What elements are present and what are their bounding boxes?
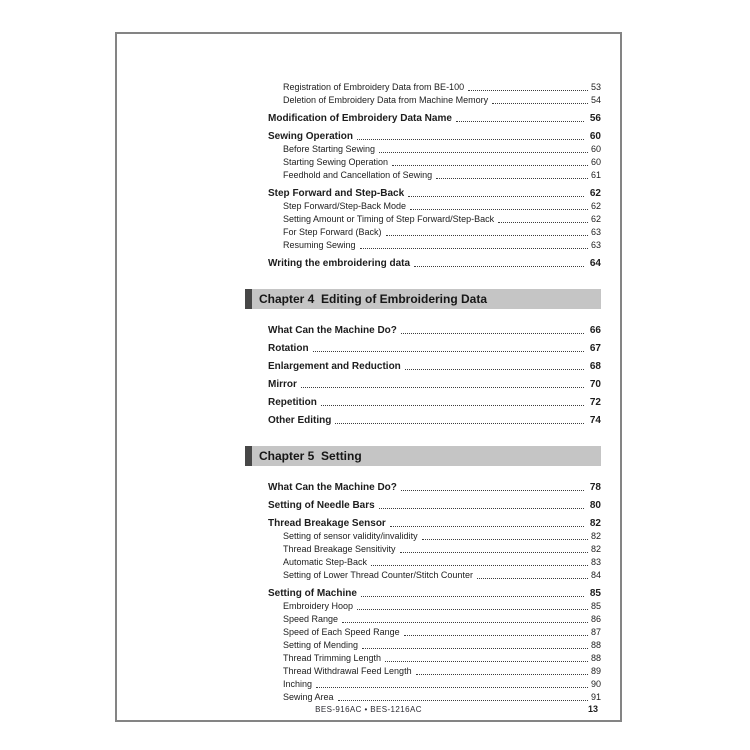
- toc-entry-label: For Step Forward (Back): [283, 227, 382, 238]
- toc-entry-page-number: 62: [590, 201, 601, 212]
- toc-entry-label: Inching: [283, 679, 313, 690]
- dot-leader: [385, 661, 588, 662]
- toc-entry-label: Setting of Needle Bars: [268, 500, 375, 511]
- toc-entry-page-number: 74: [589, 415, 601, 426]
- toc-entry-page-number: 66: [589, 325, 601, 336]
- dot-leader: [360, 248, 588, 249]
- toc-entry-page-number: 64: [589, 258, 601, 269]
- toc-entry-page-number: 60: [590, 144, 601, 155]
- toc-entry-label: Writing the embroidering data: [268, 258, 411, 269]
- toc-entry-label: Step Forward/Step-Back Mode: [283, 201, 407, 212]
- chapter-title: Chapter 5 Setting: [259, 449, 362, 463]
- toc-entry-page-number: 78: [589, 482, 601, 493]
- dot-leader: [386, 235, 588, 236]
- toc-entry-page-number: 63: [590, 227, 601, 238]
- toc-entry-label: Thread Breakage Sensitivity: [283, 544, 396, 555]
- toc-entry-page-number: 68: [589, 361, 601, 372]
- toc-entry[interactable]: [283, 93, 601, 106]
- dot-leader: [392, 165, 588, 166]
- toc-entry-label: Registration of Embroidery Data from BE-100: [283, 82, 465, 93]
- toc-entry-label: Repetition: [268, 397, 317, 408]
- toc-entry-page-number: 63: [590, 240, 601, 251]
- toc-entry-page-number: 91: [590, 692, 601, 703]
- toc-entry-label: Deletion of Embroidery Data from Machine Memory: [283, 95, 489, 106]
- toc-entry-label: What Can the Machine Do?: [268, 482, 397, 493]
- toc-entry-page-number: 83: [590, 557, 601, 568]
- dot-leader: [456, 121, 584, 122]
- toc-entry[interactable]: [283, 599, 601, 612]
- dot-leader: [477, 578, 588, 579]
- toc-entry-label: Thread Withdrawal Feed Length: [283, 666, 412, 677]
- dot-leader: [379, 152, 588, 153]
- toc-entry-label: Modification of Embroidery Data Name: [268, 113, 452, 124]
- toc-entry-label: Sewing Area: [283, 692, 334, 703]
- toc-entry[interactable]: [268, 581, 601, 599]
- dot-leader: [357, 139, 584, 140]
- dot-leader: [338, 700, 588, 701]
- toc-entry-label: Starting Sewing Operation: [283, 157, 389, 168]
- toc-entry[interactable]: [283, 80, 601, 93]
- dot-leader: [422, 539, 588, 540]
- dot-leader: [379, 508, 584, 509]
- toc-entry-label: Before Starting Sewing: [283, 144, 376, 155]
- dot-leader: [301, 387, 584, 388]
- toc-entry-page-number: 60: [589, 131, 601, 142]
- toc-entry-page-number: 82: [589, 518, 601, 529]
- dot-leader: [362, 648, 588, 649]
- dot-leader: [313, 351, 584, 352]
- dot-leader: [498, 222, 588, 223]
- toc-entry[interactable]: [283, 651, 601, 664]
- dot-leader: [405, 369, 584, 370]
- toc-entry[interactable]: [283, 142, 601, 155]
- toc-entry[interactable]: [268, 251, 601, 269]
- manual-page: [115, 32, 622, 722]
- toc-entry-page-number: 87: [590, 627, 601, 638]
- dot-leader: [361, 596, 584, 597]
- footer-model-label: BES-916AC • BES-1216AC: [315, 705, 422, 714]
- toc-entry[interactable]: [268, 475, 601, 493]
- dot-leader: [390, 526, 584, 527]
- toc-entry-label: Speed Range: [283, 614, 339, 625]
- toc-entry-label: Thread Trimming Length: [283, 653, 382, 664]
- toc-entry-label: Step Forward and Step-Back: [268, 188, 405, 199]
- dot-leader: [401, 333, 584, 334]
- toc-entry-label: Mirror: [268, 379, 297, 390]
- toc-entry-label: Setting Amount or Timing of Step Forward/Step-Back: [283, 214, 495, 225]
- dot-leader: [357, 609, 588, 610]
- toc-entry-page-number: 82: [590, 531, 601, 542]
- toc-entry-page-number: 88: [590, 653, 601, 664]
- dot-leader: [414, 266, 584, 267]
- toc-entry[interactable]: [283, 238, 601, 251]
- toc-entry-label: Feedhold and Cancellation of Sewing: [283, 170, 433, 181]
- toc-entry[interactable]: [268, 390, 601, 408]
- toc-entry[interactable]: [283, 568, 601, 581]
- dot-leader: [492, 103, 588, 104]
- chapter-bar-notch: [245, 446, 252, 466]
- dot-leader: [400, 552, 588, 553]
- toc-entry-page-number: 62: [590, 214, 601, 225]
- toc-entry-label: Automatic Step-Back: [283, 557, 368, 568]
- toc-entry[interactable]: [283, 677, 601, 690]
- toc-entry-page-number: 56: [589, 113, 601, 124]
- toc-entry[interactable]: [268, 106, 601, 124]
- toc-entry[interactable]: [268, 372, 601, 390]
- toc-entry-label: Sewing Operation: [268, 131, 354, 142]
- toc-entry[interactable]: [283, 225, 601, 238]
- toc-entry-page-number: 61: [590, 170, 601, 181]
- toc-entry[interactable]: [268, 124, 601, 142]
- toc-entry-label: Rotation: [268, 343, 309, 354]
- toc-entry-page-number: 89: [590, 666, 601, 677]
- table-of-contents: [245, 80, 601, 703]
- toc-entry-label: What Can the Machine Do?: [268, 325, 397, 336]
- dot-leader: [401, 490, 584, 491]
- toc-entry[interactable]: [283, 664, 601, 677]
- toc-entry[interactable]: [283, 625, 601, 638]
- dot-leader: [416, 674, 588, 675]
- toc-entry-page-number: 84: [590, 570, 601, 581]
- toc-entry-label: Embroidery Hoop: [283, 601, 354, 612]
- toc-entry-label: Enlargement and Reduction: [268, 361, 401, 372]
- toc-entry-page-number: 85: [589, 588, 601, 599]
- toc-entry[interactable]: [283, 529, 601, 542]
- dot-leader: [335, 423, 584, 424]
- dot-leader: [404, 635, 588, 636]
- toc-entry-label: Other Editing: [268, 415, 332, 426]
- toc-entry-page-number: 85: [590, 601, 601, 612]
- toc-entry[interactable]: [268, 493, 601, 511]
- dot-leader: [408, 196, 584, 197]
- toc-entry-label: Speed of Each Speed Range: [283, 627, 400, 638]
- dot-leader: [371, 565, 588, 566]
- toc-entry[interactable]: [283, 555, 601, 568]
- toc-entry[interactable]: [283, 612, 601, 625]
- toc-entry-page-number: 86: [590, 614, 601, 625]
- chapter-heading: [245, 446, 601, 466]
- dot-leader: [436, 178, 588, 179]
- toc-entry-page-number: 82: [590, 544, 601, 555]
- toc-entry-page-number: 60: [590, 157, 601, 168]
- chapter-bar-notch: [245, 289, 252, 309]
- page-footer: [117, 705, 620, 717]
- toc-entry[interactable]: [268, 318, 601, 336]
- dot-leader: [410, 209, 588, 210]
- chapter-heading: [245, 289, 601, 309]
- dot-leader: [316, 687, 588, 688]
- toc-entry-label: Setting of Machine: [268, 588, 357, 599]
- toc-entry[interactable]: [268, 336, 601, 354]
- toc-entry-label: Setting of Mending: [283, 640, 359, 651]
- toc-entry[interactable]: [283, 199, 601, 212]
- toc-entry[interactable]: [283, 690, 601, 703]
- toc-entry-label: Setting of sensor validity/invalidity: [283, 531, 418, 542]
- toc-entry[interactable]: [283, 638, 601, 651]
- toc-entry[interactable]: [268, 511, 601, 529]
- dot-leader: [321, 405, 584, 406]
- footer-page-number: 13: [587, 704, 598, 714]
- toc-entry-label: Setting of Lower Thread Counter/Stitch Counter: [283, 570, 473, 581]
- toc-entry-page-number: 90: [590, 679, 601, 690]
- chapter-title: Chapter 4 Editing of Embroidering Data: [259, 292, 488, 306]
- toc-entry[interactable]: [268, 181, 601, 199]
- toc-entry[interactable]: [283, 155, 601, 168]
- dot-leader: [342, 622, 588, 623]
- toc-entry-page-number: 53: [590, 82, 601, 93]
- toc-entry[interactable]: [283, 542, 601, 555]
- dot-leader: [468, 90, 588, 91]
- toc-entry-page-number: 62: [589, 188, 601, 199]
- toc-entry-page-number: 67: [589, 343, 601, 354]
- toc-entry[interactable]: [268, 408, 601, 426]
- toc-entry-page-number: 70: [589, 379, 601, 390]
- toc-entry-page-number: 72: [589, 397, 601, 408]
- toc-entry-label: Resuming Sewing: [283, 240, 356, 251]
- toc-entry[interactable]: [283, 212, 601, 225]
- toc-entry[interactable]: [268, 354, 601, 372]
- toc-entry-page-number: 80: [589, 500, 601, 511]
- toc-entry-page-number: 54: [590, 95, 601, 106]
- toc-entry[interactable]: [283, 168, 601, 181]
- toc-entry-page-number: 88: [590, 640, 601, 651]
- toc-entry-label: Thread Breakage Sensor: [268, 518, 386, 529]
